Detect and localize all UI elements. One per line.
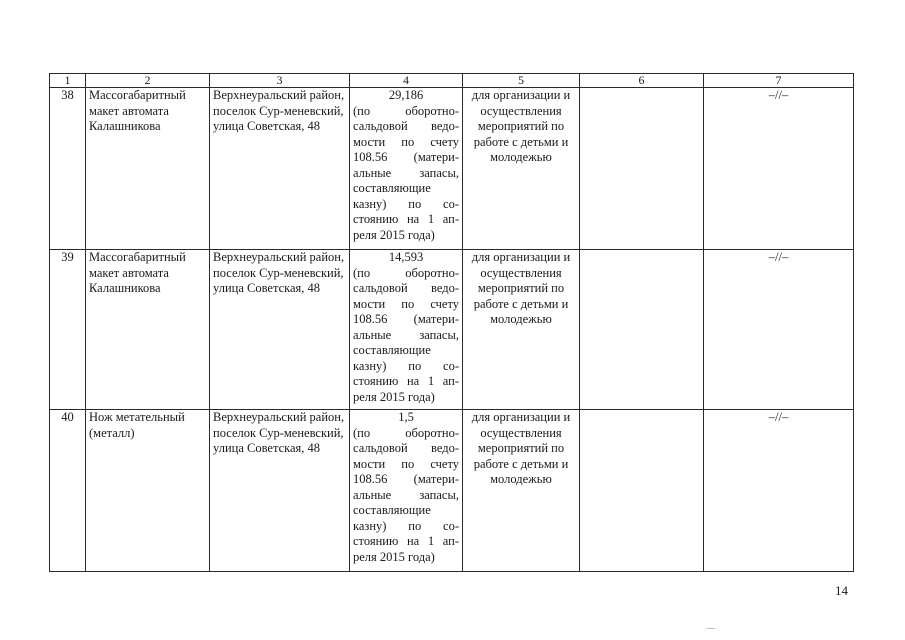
item-value: 14,593 (388, 250, 424, 264)
scan-artifact (707, 628, 715, 629)
item-address: Верхнеуральский район, поселок Сур-меневский, улица Советская, 48 (210, 410, 350, 572)
table-row (50, 88, 854, 250)
item-value-cell (350, 410, 463, 572)
column-number: 2 (86, 74, 210, 88)
item-address: Верхнеуральский район, поселок Сур-меневский, улица Советская, 48 (210, 250, 350, 410)
item-value-cell (350, 250, 463, 410)
item-address: Верхнеуральский район, поселок Сур-меневский, улица Советская, 48 (210, 88, 350, 250)
column-number: 5 (463, 74, 580, 88)
column-number-row (50, 74, 854, 88)
column-number: 1 (50, 74, 86, 88)
table-row (50, 250, 854, 410)
item-value-cell (350, 88, 463, 250)
table-row (50, 410, 854, 572)
item-purpose: для организации и осуществления мероприятий по работе с детьми и молодежью (463, 250, 580, 410)
column-6-cell (580, 250, 704, 410)
column-6-cell (580, 88, 704, 250)
item-purpose: для организации и осуществления мероприятий по работе с детьми и молодежью (463, 410, 580, 572)
item-name: Массогабаритный макет автомата Калашникова (86, 88, 210, 250)
column-7-cell: –//– (704, 88, 854, 250)
column-7-cell: –//– (704, 250, 854, 410)
item-value: 1,5 (398, 410, 414, 424)
item-value-note: (по оборотно-сальдовой ведо-мости по счету 108.56 (матери-альные запасы, составляющие казну) по со-стоянию на 1 ап-реля 2015 года) (353, 103, 459, 242)
item-name: Нож метательный (металл) (86, 410, 210, 572)
item-value-note: (по оборотно-сальдовой ведо-мости по счету 108.56 (матери-альные запасы, составляющие казну) по со-стоянию на 1 ап-реля 2015 года) (353, 425, 459, 564)
property-table (49, 73, 854, 572)
column-6-cell (580, 410, 704, 572)
item-value-note: (по оборотно-сальдовой ведо-мости по счету 108.56 (матери-альные запасы, составляющие казну) по со-стоянию на 1 ап-реля 2015 года) (353, 265, 459, 404)
column-number: 7 (704, 74, 854, 88)
column-number: 6 (580, 74, 704, 88)
column-number: 4 (350, 74, 463, 88)
row-number: 39 (50, 250, 86, 410)
item-value: 29,186 (388, 88, 424, 102)
row-number: 40 (50, 410, 86, 572)
page-number: 14 (835, 583, 848, 598)
item-name: Массогабаритный макет автомата Калашникова (86, 250, 210, 410)
item-purpose: для организации и осуществления мероприятий по работе с детьми и молодежью (463, 88, 580, 250)
column-number: 3 (210, 74, 350, 88)
row-number: 38 (50, 88, 86, 250)
column-7-cell: –//– (704, 410, 854, 572)
